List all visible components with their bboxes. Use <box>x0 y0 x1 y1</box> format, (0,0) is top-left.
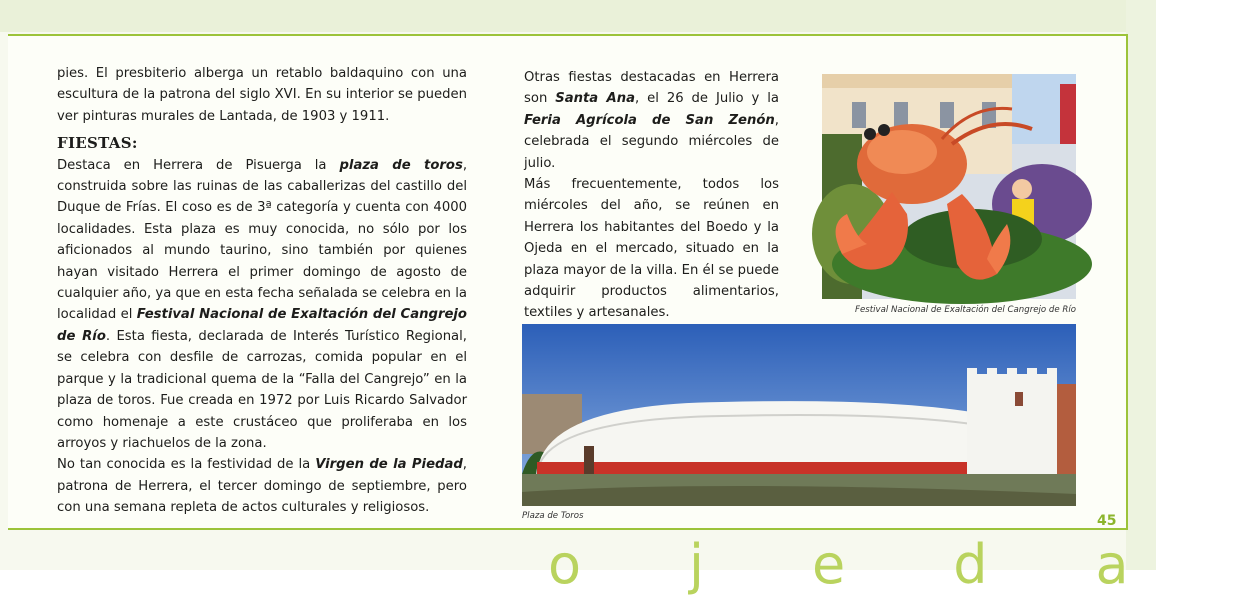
caption-plaza-photo: Plaza de Toros <box>522 511 584 521</box>
paragraph-other-fiestas: Otras fiestas destacadas en Herrera son Santa Ana, el 26 de Julio y la Feria Agrícola de San Zenón, celebrada el segundo miércoles de julio. <box>524 70 779 171</box>
emphasis-santa-ana: Santa Ana <box>555 91 636 107</box>
paragraph-virgen-piedad: No tan conocida es la festividad de la Virgen de la Piedad, patrona de Herrera, el tercer domingo de septiembre, pero con una semana repleta de actos culturales y religiosos. <box>57 457 467 516</box>
top-color-band <box>0 0 1156 32</box>
page-number: 45 <box>1097 513 1117 529</box>
photo-plaza-de-toros <box>522 324 1076 506</box>
plaza-de-toros-illustration <box>522 324 1076 506</box>
emphasis-virgen-piedad: Virgen de la Piedad <box>315 457 463 473</box>
right-color-band <box>1126 0 1156 570</box>
paragraph-mercado: Más frecuentemente, todos los miércoles del año, se reúnen en Herrera los habitantes del Boedo y la Ojeda en el mercado, situado en la plaza mayor de la villa. En él se puede adquirir productos alimentarios, textiles y artesanales. <box>524 177 779 321</box>
paragraph-church: pies. El presbiterio alberga un retablo baldaquino con una escultura de la patrona del siglo XVI. En su interior se pueden ver pinturas murales de Lantada, de 1903 y 1911. <box>57 66 467 124</box>
section-heading-fiestas: FIESTAS: <box>57 134 138 153</box>
cangrejo-float-illustration <box>822 74 1076 299</box>
emphasis-festival-cangrejo: Festival Nacional de Exaltación del Cangrejo de Río <box>57 307 467 344</box>
decorative-word-ojeda: ojeda <box>548 533 1237 596</box>
caption-cangrejo-photo: Festival Nacional de Exaltación del Cangrejo de Río <box>855 305 1076 315</box>
paragraph-plaza-toros: Destaca en Herrera de Pisuerga la plaza de toros, construida sobre las ruinas de las caballerizas del castillo del Duque de Frías. El coso es de 3ª categoría y cuenta con 4000 localidades. Esta plaza es muy conocida, no sólo por los aficionados al mundo taurino, sino también por quienes hayan visitado Herrera el primer domingo de agosto de cualquier año, ya que en esta fecha señalada se celebra en la localidad el Festival Nacional de Exaltación del Cangrejo de Río. Esta fiesta, declarada de Interés Turístico Regional, se celebra con desfile de carrozas, comida popular en el parque y la tradicional quema de la “Falla del Cangrejo” en la plaza de toros. Fue creada en 1972 por Luis Ricardo Salvador como homenaje a este crustáceo que proliferaba en los arroyos y riachuelos de la zona. <box>57 157 468 451</box>
emphasis-feria-san-zenon: Feria Agrícola de San Zenón <box>524 112 775 128</box>
left-text-column <box>57 63 467 519</box>
photo-cangrejo-float <box>822 74 1076 299</box>
emphasis-plaza-de-toros: plaza de toros <box>339 157 463 173</box>
middle-text-column <box>524 67 779 324</box>
